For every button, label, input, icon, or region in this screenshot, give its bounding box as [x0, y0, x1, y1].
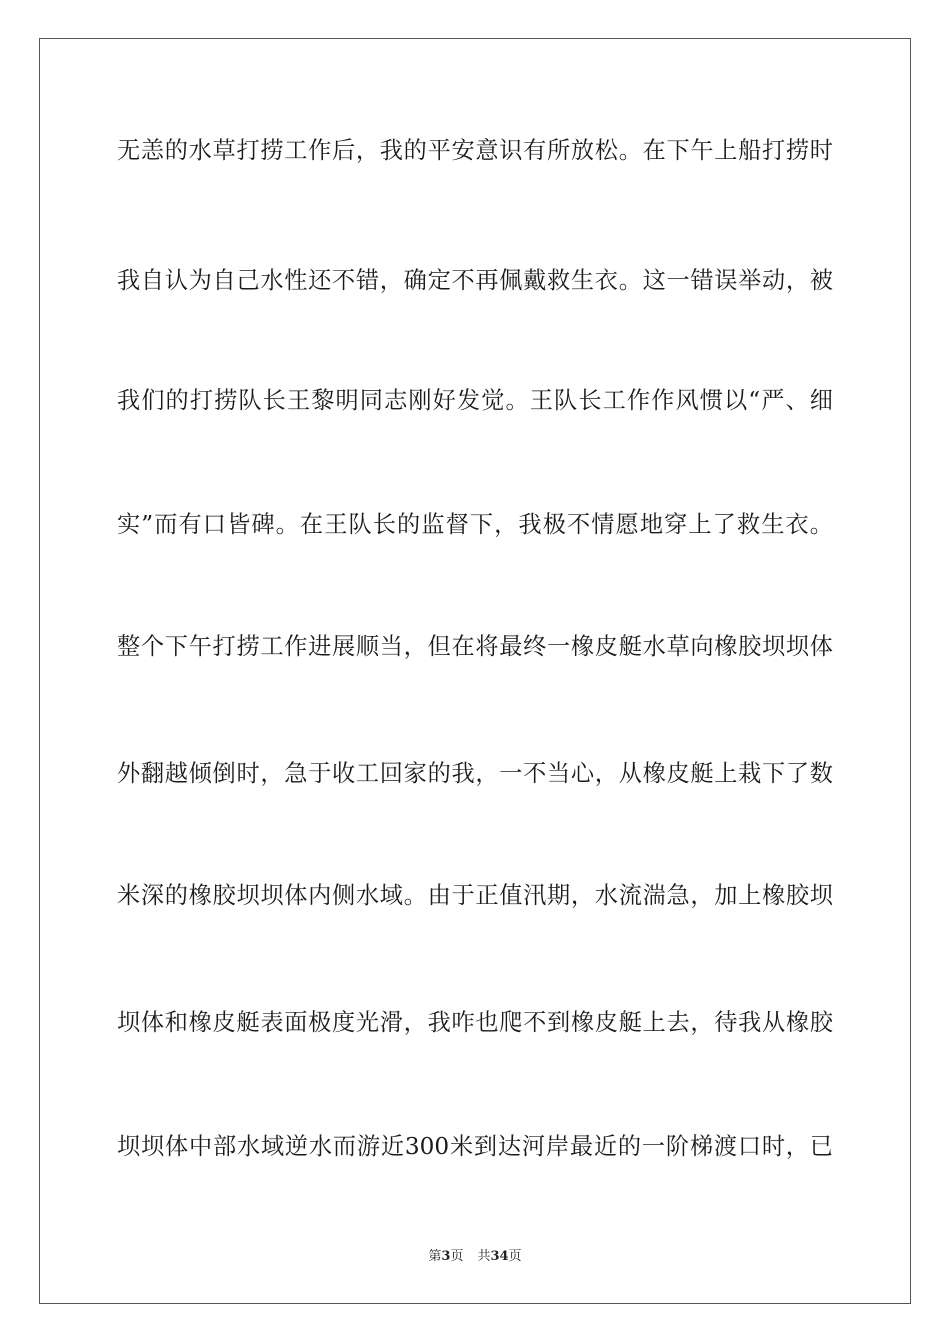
- text-line: 坝坝体中部水域逆水而游近300米到达河岸最近的一阶梯渡口时，已: [117, 1133, 833, 1160]
- total-pages: 34: [490, 1249, 509, 1264]
- text-line: 外翻越倾倒时，急于收工回家的我，一不当心，从橡皮艇上栽下了数: [117, 760, 833, 787]
- page-footer: [0, 1246, 950, 1268]
- text-line: 无恙的水草打捞工作后，我的平安意识有所放松。在下午上船打捞时: [117, 137, 833, 164]
- text-line: 整个下午打捞工作进展顺当，但在将最终一橡皮艇水草向橡胶坝坝体: [117, 633, 833, 660]
- page-suffix: 页: [450, 1249, 464, 1264]
- page-indicator: [428, 1249, 463, 1264]
- page-border: [39, 38, 911, 1304]
- text-line: 坝体和橡皮艇表面极度光滑，我咋也爬不到橡皮艇上去，待我从橡胶: [117, 1009, 833, 1036]
- total-prefix: 共: [477, 1249, 491, 1264]
- text-line: 我们的打捞队长王黎明同志刚好发觉。王队长工作作风惯以“严、细: [117, 387, 833, 414]
- page-number: 3: [441, 1249, 451, 1264]
- text-line: 我自认为自己水性还不错，确定不再佩戴救生衣。这一错误举动，被: [117, 267, 833, 294]
- total-suffix: 页: [508, 1249, 522, 1264]
- page-prefix: 第: [428, 1249, 442, 1264]
- text-line: 米深的橡胶坝坝体内侧水域。由于正值汛期，水流湍急，加上橡胶坝: [117, 882, 833, 909]
- total-pages-indicator: [477, 1249, 521, 1264]
- text-line: 实”而有口皆碑。在王队长的监督下，我极不情愿地穿上了救生衣。: [117, 511, 833, 538]
